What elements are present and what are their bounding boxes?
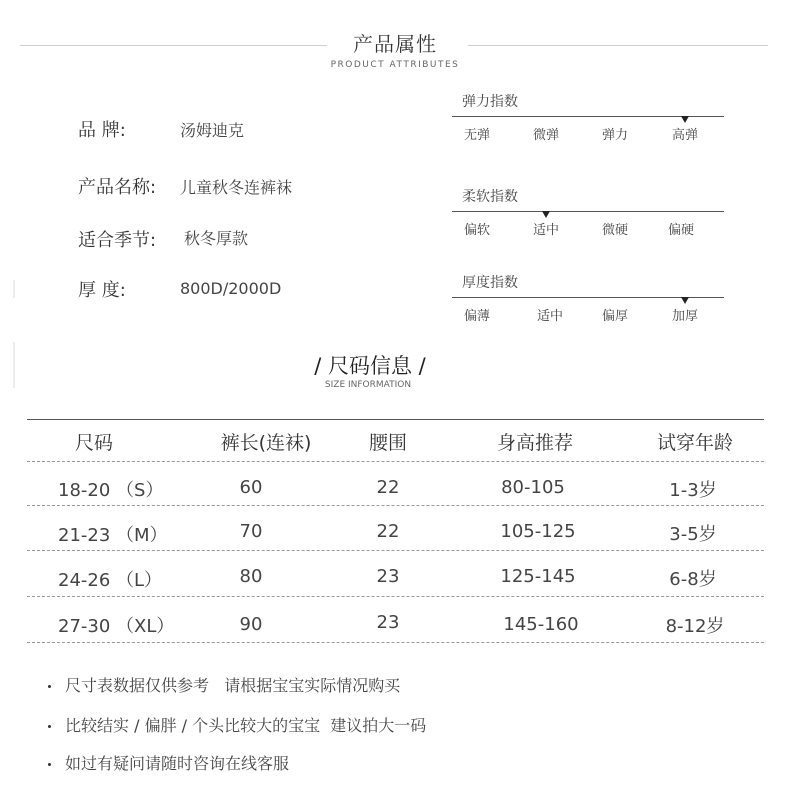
- elasticity-index-title: 弹力指数: [462, 94, 518, 110]
- softness-option: 微硬: [601, 223, 628, 238]
- table-header-length: 裤长(连袜): [220, 432, 312, 454]
- attr-label-product-name: 产品名称:: [78, 177, 157, 198]
- note-text: 尺寸表数据仅供参考 请根据宝宝实际情况购买: [65, 676, 401, 695]
- table-cell-age: 6-8岁: [669, 569, 717, 590]
- size-section-subtitle: SIZE INFORMATION: [324, 380, 412, 390]
- table-cell-length: 80: [239, 566, 263, 587]
- thickness-option: 适中: [536, 309, 563, 324]
- attr-label-season: 适合季节:: [78, 230, 157, 251]
- table-cell-length: 70: [239, 521, 263, 542]
- elasticity-index-marker-icon: [681, 116, 689, 123]
- attr-value-thickness: 800D/2000D: [180, 279, 282, 298]
- table-divider: [27, 505, 764, 506]
- thickness-option: 偏厚: [601, 309, 628, 324]
- note-text: 如过有疑问请随时咨询在线客服: [65, 754, 290, 773]
- thickness-index-marker-icon: [681, 297, 689, 304]
- size-section-title: / 尺码信息 /: [314, 354, 426, 378]
- elasticity-option: 无弹: [463, 128, 490, 143]
- table-cell-waist: 23: [376, 612, 400, 633]
- elasticity-option: 弹力: [601, 128, 628, 143]
- table-cell-height: 145-160: [503, 614, 579, 635]
- table-header-age: 试穿年龄: [656, 432, 733, 454]
- softness-index-title: 柔软指数: [462, 189, 518, 205]
- table-cell-size: 18-20 （S）: [58, 480, 164, 501]
- table-cell-size: 27-30 （XL）: [58, 616, 175, 637]
- note-text: 比较结实 / 偏胖 / 个头比较大的宝宝 建议拍大一码: [65, 716, 427, 735]
- table-cell-age: 8-12岁: [665, 616, 725, 637]
- table-cell-size: 21-23 （M）: [58, 525, 168, 546]
- note-item: [48, 673, 400, 696]
- bullet-dot-icon: [48, 725, 51, 728]
- table-divider: [27, 596, 764, 597]
- table-divider: [27, 461, 764, 462]
- softness-index-marker-icon: [542, 211, 550, 218]
- section-title: 产品属性: [353, 32, 437, 56]
- section-subtitle: PRODUCT ATTRIBUTES: [330, 60, 460, 70]
- table-divider: [27, 642, 764, 643]
- table-cell-length: 60: [239, 477, 263, 498]
- table-divider: [27, 550, 764, 551]
- note-item: [48, 751, 289, 774]
- table-cell-height: 125-145: [500, 566, 576, 587]
- note-item: [48, 713, 426, 736]
- attr-value-product-name: 儿童秋冬连裤袜: [180, 178, 293, 197]
- elasticity-option: 高弹: [671, 128, 698, 143]
- softness-option: 偏软: [463, 223, 490, 238]
- thickness-index-title: 厚度指数: [462, 275, 518, 291]
- thickness-option: 偏薄: [463, 309, 490, 324]
- table-cell-age: 1-3岁: [669, 480, 717, 501]
- attr-value-season: 秋冬厚款: [184, 229, 249, 248]
- table-top-rule: [27, 419, 764, 420]
- bullet-dot-icon: [48, 685, 51, 688]
- softness-index-scale: [452, 211, 724, 212]
- table-header-height: 身高推荐: [496, 432, 573, 454]
- attr-label-thickness: 厚 度:: [78, 280, 126, 301]
- bullet-dot-icon: [48, 763, 51, 766]
- table-header-size: 尺码: [74, 432, 113, 454]
- softness-option: 适中: [532, 223, 559, 238]
- table-cell-waist: 22: [376, 521, 400, 542]
- thickness-option: 加厚: [671, 309, 698, 324]
- elasticity-option: 微弹: [532, 128, 559, 143]
- attr-value-brand: 汤姆迪克: [180, 121, 245, 140]
- table-cell-age: 3-5岁: [669, 524, 717, 545]
- edge-mark: [13, 280, 15, 298]
- table-cell-height: 105-125: [500, 521, 576, 542]
- table-cell-waist: 23: [376, 566, 400, 587]
- softness-option: 偏硬: [667, 223, 694, 238]
- table-cell-size: 24-26 （L）: [58, 570, 163, 591]
- table-cell-height: 80-105: [501, 477, 565, 498]
- table-cell-waist: 22: [376, 477, 400, 498]
- table-header-waist: 腰围: [368, 432, 407, 454]
- attr-label-brand: 品 牌:: [78, 120, 126, 141]
- table-cell-length: 90: [239, 614, 263, 635]
